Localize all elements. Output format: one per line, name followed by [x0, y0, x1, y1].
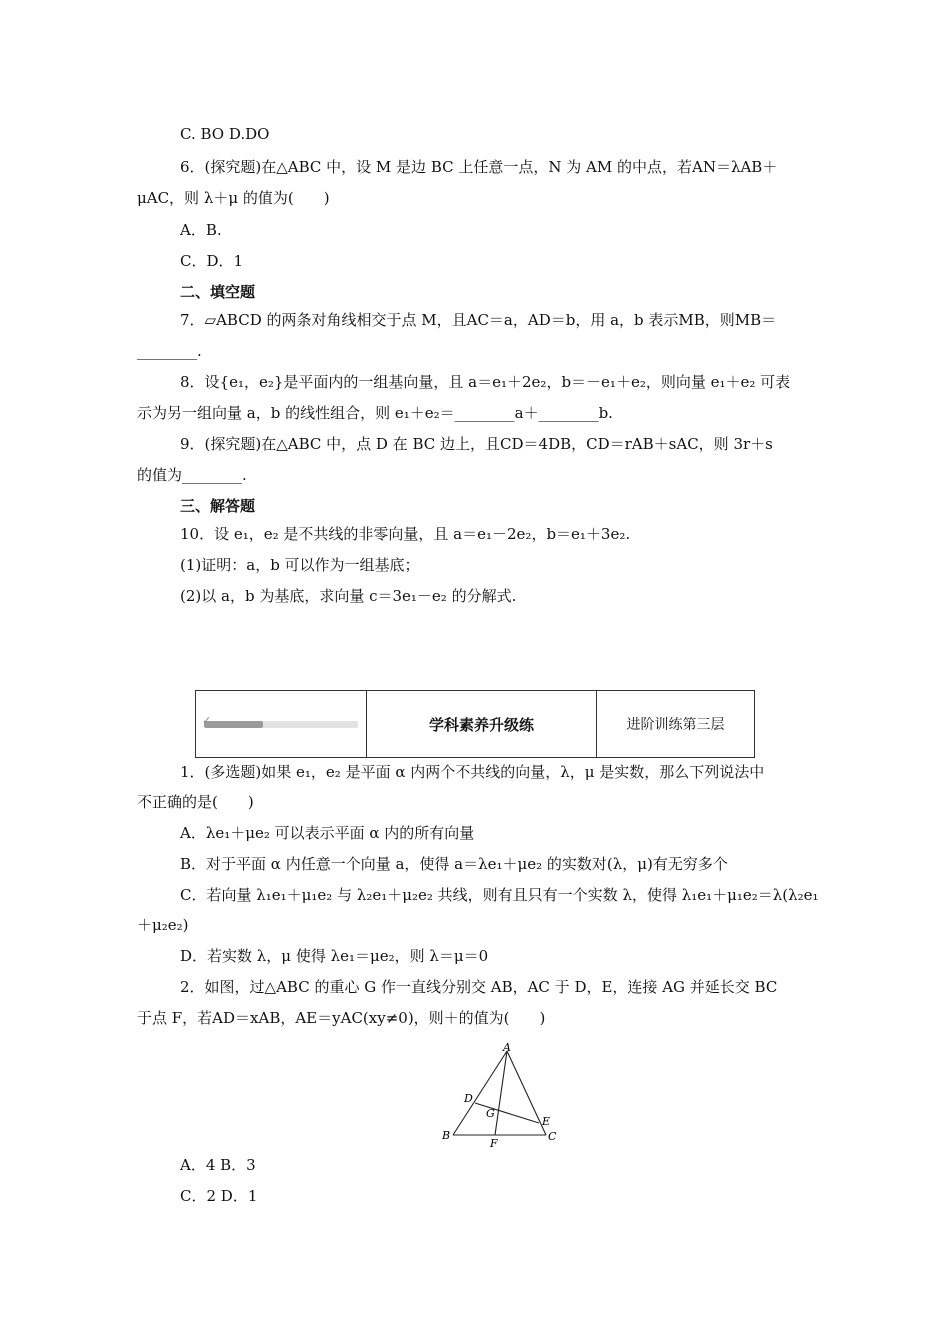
- question-1: 1．(多选题)如果 e₁，e₂ 是平面 α 内两个不共线的向量，λ，μ 是实数，那么下列说法中: [180, 763, 765, 781]
- section-heading: 二、填空题: [180, 283, 256, 301]
- question-2-cont: 于点 F，若AD＝xAB，AE＝yAC(xy≠0)，则＋的值为( ): [137, 1009, 546, 1027]
- edge-ab: [453, 1051, 507, 1135]
- check-icon: ✓: [202, 713, 212, 727]
- option-d: D．若实数 λ，μ 使得 λe₁＝μe₂，则 λ＝μ＝0: [180, 947, 489, 965]
- label-c: C: [548, 1130, 557, 1143]
- median-af: [495, 1051, 507, 1135]
- label-d: D: [464, 1092, 473, 1105]
- section-banner: [195, 690, 755, 758]
- option-a: A．λe₁＋μe₂ 可以表示平面 α 内的所有向量: [180, 824, 475, 842]
- question-8: 8．设{e₁，e₂}是平面内的一组基向量，且 a＝e₁＋2e₂，b＝－e₁＋e₂，则向量 e₁＋e₂ 可表: [180, 373, 791, 391]
- question-2: 2．如图，过△ABC 的重心 G 作一直线分别交 AB，AC 于 D，E，连接 AG 并延长交 BC: [180, 978, 778, 996]
- question-7: 7．▱ABCD 的两条对角线相交于点 M，且AC＝a，AD＝b，用 a，b 表示MB，则MB＝: [180, 311, 777, 329]
- question-9: 9．(探究题)在△ABC 中，点 D 在 BC 边上，且CD＝4DB，CD＝rAB＋sAC，则 3r＋s: [180, 435, 773, 453]
- option-c: C．若向量 λ₁e₁＋μ₁e₂ 与 λ₂e₁＋μ₂e₂ 共线，则有且只有一个实数 λ，使得 λ₁e₁＋μ₁e₂＝λ(λ₂e₁: [180, 886, 819, 904]
- option-line: A．4 B．3: [180, 1156, 256, 1174]
- option-line: C．2 D．1: [180, 1187, 258, 1205]
- question-1-cont: 不正确的是( ): [137, 793, 254, 811]
- label-e: E: [542, 1115, 551, 1128]
- progress-bar: [202, 713, 358, 728]
- progress-bar-fill: [204, 721, 263, 728]
- question-10: 10．设 e₁，e₂ 是不共线的非零向量，且 a＝e₁－2e₂，b＝e₁＋3e₂.: [180, 525, 631, 543]
- label-g: G: [486, 1107, 495, 1120]
- label-a: A: [503, 1043, 511, 1054]
- option-line: C. BO D.DO: [180, 125, 270, 143]
- question-6: 6．(探究题)在△ABC 中，设 M 是边 BC 上任意一点，N 为 AM 的中点，若AN＝λAB＋: [180, 158, 778, 176]
- option-c-cont: ＋μ₂e₂): [137, 916, 189, 934]
- question-9-cont: 的值为________.: [137, 466, 247, 484]
- triangle-figure: [438, 1043, 560, 1149]
- question-7-cont: ________.: [137, 342, 202, 360]
- banner-title: 学科素养升级练: [367, 691, 597, 757]
- option-line: A．B.: [180, 221, 222, 239]
- question-6-cont: μAC，则 λ＋μ 的值为( ): [137, 189, 330, 207]
- label-b: B: [442, 1129, 451, 1142]
- section-heading: 三、解答题: [180, 497, 256, 515]
- option-line: C．D．1: [180, 252, 244, 270]
- label-f: F: [490, 1137, 498, 1149]
- question-10-part-1: (1)证明：a，b 可以作为一组基底；: [180, 556, 420, 574]
- question-8-cont: 示为另一组向量 a，b 的线性组合，则 e₁＋e₂＝________a＋________b.: [137, 404, 613, 422]
- line-de: [475, 1103, 539, 1123]
- banner-progress-cell: [196, 691, 367, 757]
- option-b: B．对于平面 α 内任意一个向量 a，使得 a＝λe₁＋μe₂ 的实数对(λ，μ)有无穷多个: [180, 855, 728, 873]
- edge-ac: [507, 1051, 546, 1135]
- question-10-part-2: (2)以 a，b 为基底，求向量 c＝3e₁－e₂ 的分解式.: [180, 587, 517, 605]
- banner-level: 进阶训练第三层: [626, 717, 725, 733]
